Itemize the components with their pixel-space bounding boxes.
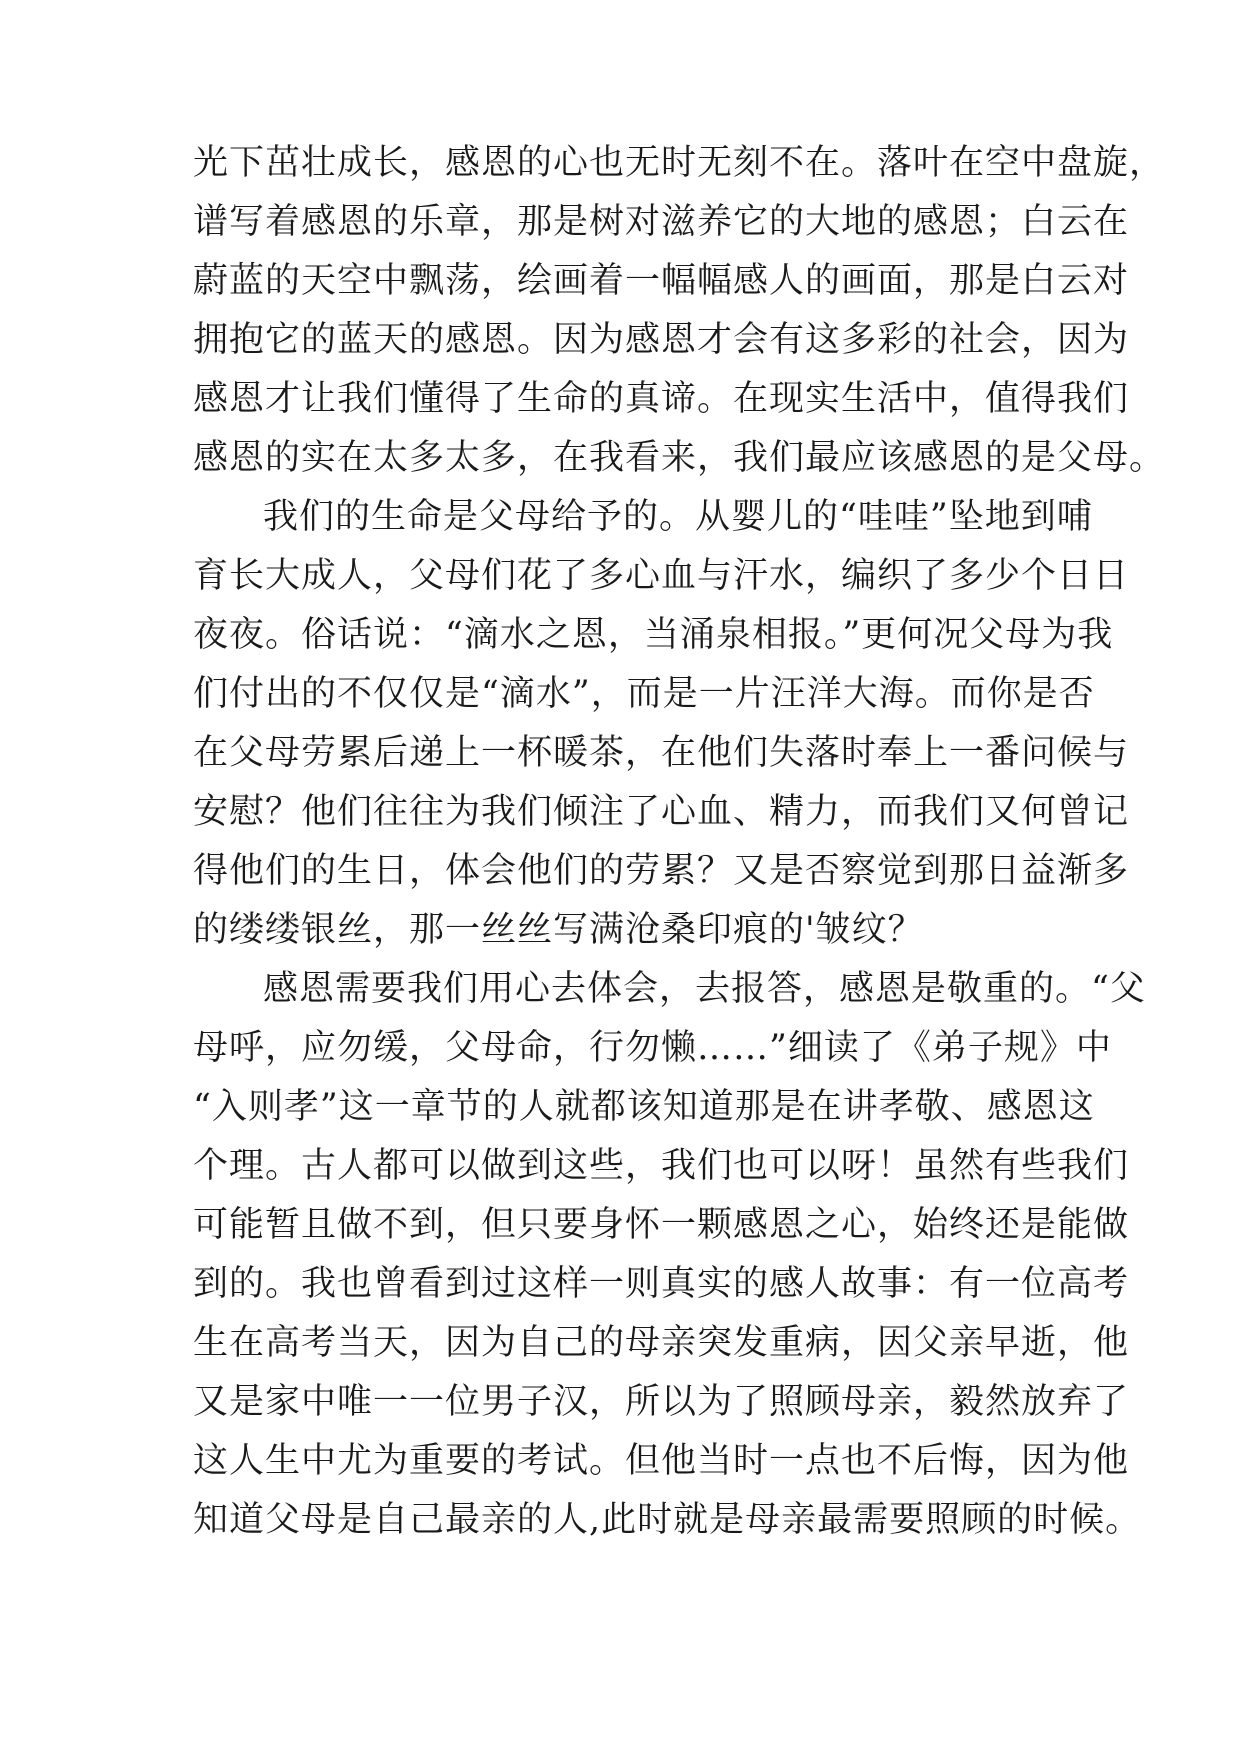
text-line: 又是家中唯一一位男子汉，所以为了照顾母亲，毅然放弃了: [193, 1382, 1130, 1422]
text-line: 可能暂且做不到，但只要身怀一颗感恩之心，始终还是能做: [193, 1205, 1130, 1245]
text-line: 在父母劳累后递上一杯暖茶，在他们失落时奉上一番问候与: [193, 733, 1130, 773]
document-page: [193, 134, 1166, 1550]
text-line: 感恩的实在太多太多，在我看来，我们最应该感恩的是父母。: [193, 438, 1166, 478]
text-line: 安慰？他们往往为我们倾注了心血、精力，而我们又何曾记: [193, 792, 1130, 832]
paragraph-2: [193, 488, 1130, 960]
text-line: 到的。我也曾看到过这样一则真实的感人故事：有一位高考: [193, 1264, 1130, 1304]
text-line: 拥抱它的蓝天的感恩。因为感恩才会有这多彩的社会，因为: [193, 320, 1130, 360]
text-line: “入则孝”这一章节的人就都该知道那是在讲孝敬、感恩这: [193, 1087, 1095, 1127]
text-line: 育长大成人，父母们花了多心血与汗水，编织了多少个日日: [193, 556, 1130, 596]
text-line: 母呼，应勿缓，父母命，行勿懒……”细读了《弟子规》中: [193, 1028, 1112, 1068]
text-line: 感恩需要我们用心去体会，去报答，感恩是敬重的。“父: [263, 969, 1146, 1009]
text-line: 感恩才让我们懂得了生命的真谛。在现实生活中，值得我们: [193, 379, 1130, 419]
text-line: 生在高考当天，因为自己的母亲突发重病，因父亲早逝，他: [193, 1323, 1130, 1363]
text-line: 夜夜。俗话说：“滴水之恩，当涌泉相报。”更何况父母为我: [193, 615, 1114, 655]
text-line: 蔚蓝的天空中飘荡，绘画着一幅幅感人的画面，那是白云对: [193, 261, 1130, 301]
text-line: 这人生中尤为重要的考试。但他当时一点也不后悔，因为他: [193, 1441, 1130, 1481]
paragraph-1: [193, 134, 1166, 488]
text-line: 我们的生命是父母给予的。从婴儿的“哇哇”坠地到哺: [263, 497, 1093, 537]
text-line: 得他们的生日，体会他们的劳累？又是否察觉到那日益渐多: [193, 851, 1130, 891]
text-line: 们付出的不仅仅是“滴水”，而是一片汪洋大海。而你是否: [193, 674, 1095, 714]
paragraph-3: [193, 960, 1146, 1550]
text-line: 谱写着感恩的乐章，那是树对滋养它的大地的感恩；白云在: [193, 202, 1130, 242]
text-line: 光下茁壮成长，感恩的心也无时无刻不在。落叶在空中盘旋，: [193, 143, 1166, 183]
text-line: 个理。古人都可以做到这些，我们也可以呀！虽然有些我们: [193, 1146, 1130, 1186]
text-line: 的缕缕银丝，那一丝丝写满沧桑印痕的'皱纹？: [193, 910, 924, 950]
text-line: 知道父母是自己最亲的人,此时就是母亲最需要照顾的时候。: [193, 1500, 1142, 1540]
